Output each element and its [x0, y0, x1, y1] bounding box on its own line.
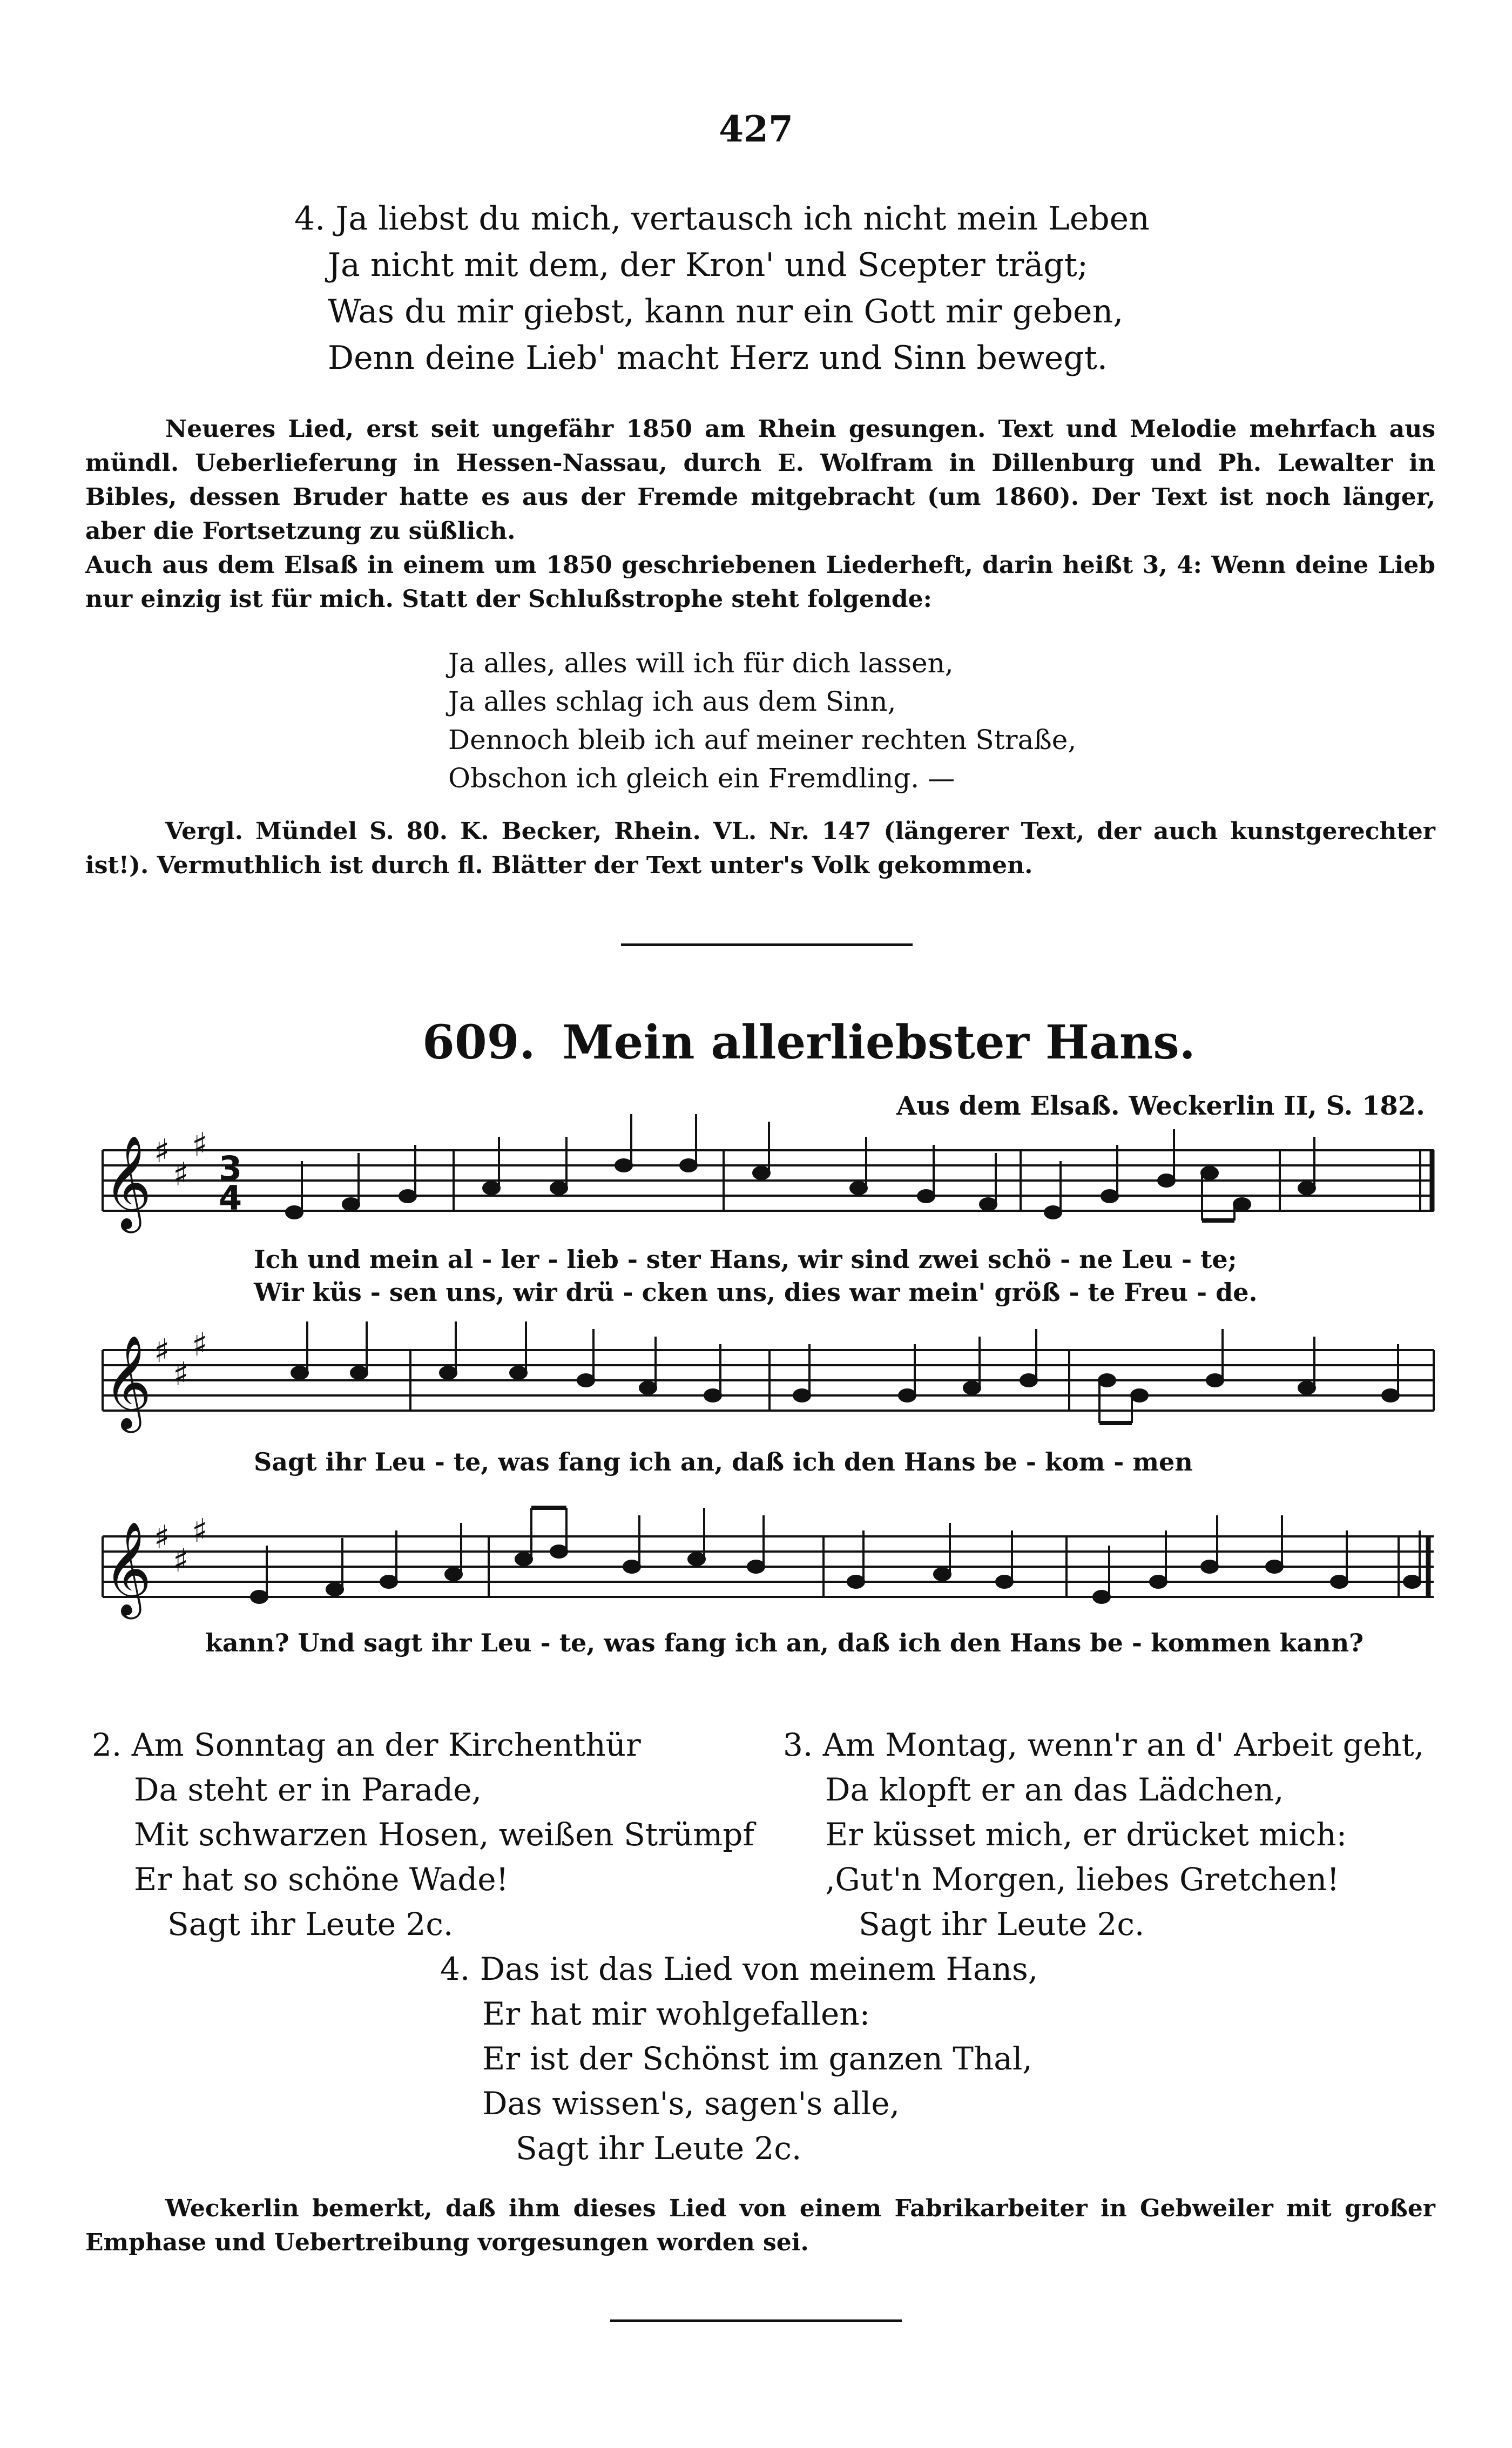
stanza-line: Was du mir giebst, kann nur ein Gott mir geben, [328, 293, 1124, 331]
staff-system-3 [103, 1536, 1434, 1597]
stanza-line: Er küsset mich, er drücket mich: [825, 1816, 1347, 1853]
stanza-line: Er ist der Schönst im ganzen Thal, [482, 2040, 1032, 2077]
svg-text:♯: ♯ [192, 1326, 208, 1364]
treble-clef-icon: 𝄞 [104, 1521, 152, 1615]
quote-line: Ja alles schlag ich aus dem Sinn, [448, 686, 896, 717]
stanza-line: Er hat mir wohlgefallen: [482, 1995, 870, 2032]
notes-system-1 [286, 1114, 1315, 1220]
svg-text:♯: ♯ [192, 1512, 208, 1550]
stanza-line: 4. Ja liebst du mich, vertausch ich nicht mein Leben [294, 200, 1150, 238]
svg-text:♯: ♯ [192, 1126, 208, 1164]
svg-text:♯: ♯ [173, 1542, 189, 1580]
lyrics-verse-1: Ich und mein al - ler - lieb - ster Hans, wir sind zwei schö - ne Leu - te; [254, 1245, 1237, 1274]
lyrics-verse-2: Wir küs - sen uns, wir drü - cken uns, dies war mein' größ - te Freu - de. [254, 1278, 1258, 1307]
time-signature-bottom: 4 [219, 1178, 242, 1218]
stanza-4 [440, 1947, 1038, 2171]
stanza-line: 3. Am Montag, wenn'r an d' Arbeit geht, [783, 1727, 1425, 1763]
stanza-line: Das wissen's, sagen's alle, [482, 2085, 900, 2122]
note-paragraph: Auch aus dem Elsaß in einem um 1850 geschriebenen Liederheft, darin heißt 3, 4: Wenn deine Lieb nur einzig ist für mich. Statt der Schlußstrophe steht folgende: [85, 551, 1435, 613]
closing-note [85, 2191, 1435, 2260]
divider-rule [610, 2319, 902, 2322]
treble-clef-icon: 𝄞 [104, 1135, 152, 1229]
stanza-line: Denn deine Lieb' macht Herz und Sinn bewegt. [328, 339, 1108, 377]
stanza-line: Sagt ihr Leute 2c. [516, 2130, 802, 2167]
lyrics-system-3: kann? Und sagt ihr Leu - te, was fang ich an, daß ich den Hans be - kommen kann? [205, 1628, 1364, 1657]
stanza-line: ‚Gut'n Morgen, liebes Gretchen! [825, 1861, 1340, 1898]
svg-text:♯: ♯ [154, 1519, 170, 1556]
treble-clef-icon: 𝄞 [104, 1335, 152, 1429]
stanza-2 [92, 1723, 754, 1947]
song-number: 609. [422, 1015, 536, 1070]
quote-line: Dennoch bleib ich auf meiner rechten Straße, [448, 724, 1077, 756]
svg-text:♯: ♯ [154, 1332, 170, 1370]
notes-system-2 [292, 1321, 1399, 1423]
stanza-line: Sagt ihr Leute 2c. [859, 1906, 1145, 1943]
svg-text:♯: ♯ [154, 1132, 170, 1170]
staff-system-2 [103, 1350, 1434, 1411]
stanza-line: Da klopft er an das Lädchen, [825, 1771, 1284, 1808]
stanza-line: 2. Am Sonntag an der Kirchenthür [92, 1727, 641, 1763]
stanza-line: 4. Das ist das Lied von meinem Hans, [440, 1951, 1038, 1987]
stanza-3 [783, 1723, 1424, 1947]
stanza-line: Er hat so schöne Wade! [134, 1861, 509, 1898]
svg-text:♯: ♯ [173, 1355, 189, 1393]
song-title: Mein allerliebster Hans. [562, 1015, 1196, 1070]
notes-system-3 [251, 1508, 1420, 1603]
stanza-line: Da steht er in Parade, [134, 1771, 482, 1808]
quote-line: Obschon ich gleich ein Fremdling. — [448, 763, 955, 794]
page-number: 427 [719, 108, 793, 150]
stanza-line: Sagt ihr Leute 2c. [167, 1906, 454, 1943]
stanza-line: Ja nicht mit dem, der Kron' und Scepter trägt; [328, 246, 1088, 284]
note-paragraph: Vergl. Mündel S. 80. K. Becker, Rhein. VL. Nr. 147 (längerer Text, der auch kunstgerechter ist!). Vermuthlich ist durch fl. Blätter der Text unter's Volk gekommen. [85, 818, 1435, 879]
time-signature-top: 3 [219, 1149, 242, 1188]
svg-text:♯: ♯ [173, 1156, 189, 1193]
note-paragraph: Neueres Lied, erst seit ungefähr 1850 am Rhein gesungen. Text und Melodie mehrfach aus mündl. Ueberlieferung in Hessen-Nassau, durch E. Wolfram in Dillenburg und Ph. Lewalter in Bibles, dessen Bruder hatte es aus der Fremde mitgebracht (um 1860). Der Text ist noch länger, aber die Fortsetzung zu süßlich. [85, 415, 1435, 545]
stanza-line: Mit schwarzen Hosen, weißen Strümpf [134, 1816, 754, 1853]
lyrics-system-2: Sagt ihr Leu - te, was fang ich an, daß ich den Hans be - kom - men [254, 1447, 1193, 1476]
key-signature-sharps [154, 1126, 207, 1580]
song-source: Aus dem Elsaß. Weckerlin II, S. 182. [896, 1091, 1425, 1121]
note-paragraph: Weckerlin bemerkt, daß ihm dieses Lied von einem Fabrikarbeiter in Gebweiler mit großer Emphase und Uebertreibung vorgesungen worden sei. [85, 2195, 1435, 2256]
quote-line: Ja alles, alles will ich für dich lassen, [448, 648, 954, 679]
